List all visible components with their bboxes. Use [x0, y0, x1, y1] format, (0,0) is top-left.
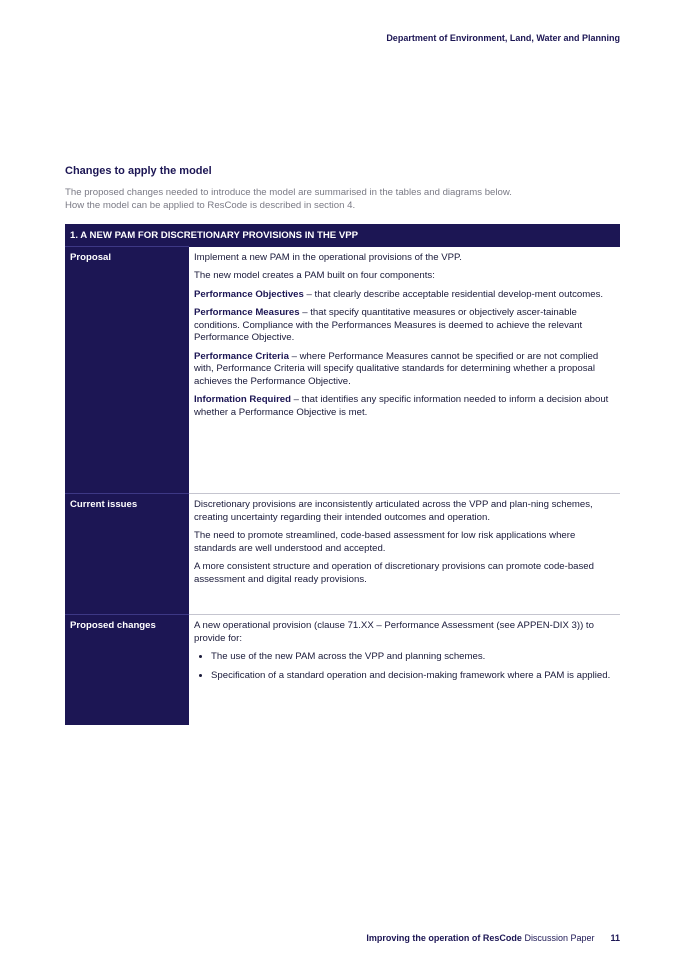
row-body-proposal [189, 247, 620, 494]
changes-p1: A new operational provision (clause 71.XX – Performance Assessment (see APPEN-DIX 3)) to provide for: [194, 620, 594, 644]
table-header-row [65, 224, 620, 247]
component-text: – that identifies any specific information needed to inform a decision about whether a Performance Objective is met. [194, 394, 609, 418]
page-number: 11 [610, 933, 620, 943]
proposal-p1: Implement a new PAM in the operational provisions of the VPP. [194, 251, 462, 263]
component-term: Performance Objectives [194, 288, 304, 300]
table-row [65, 247, 620, 494]
table-heading: 1. A NEW PAM FOR DISCRETIONARY PROVISIONS IN THE VPP [65, 224, 620, 247]
list-item: • Specification of a standard operation and decision-making framework where a PAM is applied. [211, 670, 615, 683]
page-footer [366, 933, 620, 943]
intro-line-1: The proposed changes needed to introduce the model are summarised in the tables and diagrams below. [65, 187, 512, 198]
issues-p2: The need to promote streamlined, code-based assessment for low risk applications where standards are well understood and accepted. [194, 530, 576, 554]
component-objectives [194, 289, 615, 302]
changes-bullet-list [194, 651, 615, 682]
issues-p3: A more consistent structure and operation of discretionary provisions can promote code-based assessment and digital ready provisions. [194, 561, 594, 585]
table-row [65, 494, 620, 615]
component-measures [194, 307, 615, 345]
row-body-current-issues [189, 494, 620, 615]
table-row [65, 615, 620, 726]
row-label-proposal: Proposal [65, 247, 189, 494]
department-header: Department of Environment, Land, Water and Planning [386, 33, 620, 43]
component-text: – that specify quantitative measures or objectively ascer-tainable conditions. Compliance with the Performances Measures is deemed to achieve the relevant Performance Objective. [194, 307, 583, 343]
footer-subtitle: Discussion Paper [521, 933, 595, 943]
component-term: Performance Measures [194, 307, 300, 318]
proposal-p2: The new model creates a PAM built on four components: [194, 270, 435, 281]
component-term: Performance Criteria [194, 350, 289, 362]
component-information [194, 394, 615, 419]
section-title: Changes to apply the model [65, 165, 212, 177]
row-label-current-issues: Current issues [65, 494, 189, 615]
pam-table [65, 224, 620, 725]
footer-title: Improving the operation of ResCode [366, 933, 522, 943]
list-item: • The use of the new PAM across the VPP and planning schemes. [211, 651, 615, 664]
component-text: – that clearly describe acceptable residential develop-ment outcomes. [303, 288, 604, 300]
intro-line-2: How the model can be applied to ResCode is described in section 4. [65, 199, 356, 211]
issues-p1: Discretionary provisions are inconsistently articulated across the VPP and plan-ning schemes, creating uncertainty regarding their intended outcomes and operation. [194, 499, 593, 523]
component-criteria [194, 351, 615, 389]
intro-text [65, 187, 620, 212]
component-text: – where Performance Measures cannot be specified or are not complied with, Performance Criteria will specify qualitative standards for determining whether a proposal achieves the Performance Objective. [194, 350, 599, 387]
component-term: Information Required [194, 394, 292, 405]
row-body-proposed-changes [189, 615, 620, 726]
row-label-proposed-changes: Proposed changes [65, 615, 189, 726]
